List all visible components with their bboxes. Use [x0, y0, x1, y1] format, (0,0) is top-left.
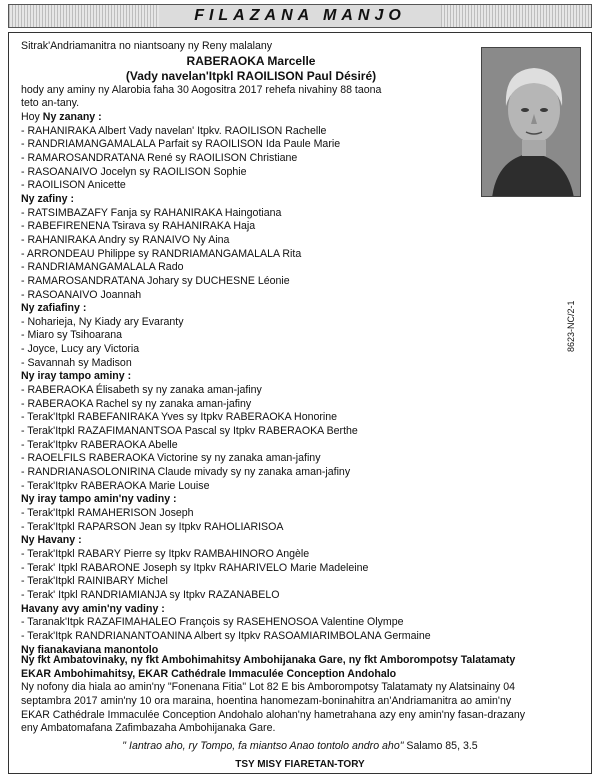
list-item: - RAMAROSANDRATANA Johary sy DUCHESNE Léonie [21, 274, 290, 287]
funeral-text-line: septambra 2017 amin'ny 10 ora maraina, hoentina hanomezam-boninahitra an'Andriamanitra ao amin'ny [21, 694, 512, 707]
list-item: - Terak' Itpkl RABARONE Joseph sy Itpkv RAHARIVELO Marie Madeleine [21, 561, 369, 574]
list-item: - RATSIMBAZAFY Fanja sy RAHANIRAKA Haingotiana [21, 206, 282, 219]
funeral-text-line: EKAR Cathédrale Immaculée Conception Andohalo alohan'ny hametrahana azy eny amin'ny fasan-drazany [21, 708, 526, 721]
closing-block [21, 654, 581, 736]
deceased-name: RABERAOKA Marcelle [186, 53, 316, 68]
list-item: - RAOELFILS RABERAOKA Victorine sy ny zanaka aman-jafiny [21, 452, 321, 465]
section-great-grandchildren-heading: Ny zafiafiny : [21, 302, 87, 315]
portrait-photo-image [482, 48, 581, 197]
list-item: - Noharieja, Ny Kiady ary Evaranty [21, 315, 184, 328]
bible-quote [0, 740, 600, 752]
death-notice-line: hody any aminy ny Alarobia faha 30 Aogositra 2017 rehefa nivahiny 88 taona [21, 83, 382, 96]
section-children-heading: Hoy Ny zanany : [21, 110, 102, 123]
intro-line: Sitrak'Andriamanitra no niantsoany ny Reny malalany [21, 40, 273, 52]
list-item: - Taranak'Itpk RAZAFIMAHALEO François sy RASEHENOSOA Valentine Olympe [21, 616, 404, 629]
notice-body [21, 40, 481, 657]
families-heading: Ny fianakaviana manontolo [21, 643, 159, 656]
churches-line: EKAR Ambohimahitsy, EKAR Cathédrale Immaculée Conception Andohalo [21, 667, 397, 680]
death-notice-line: teto an-tany. [21, 97, 80, 110]
list-item: - RABERAOKA Rachel sy ny zanaka aman-jafiny [21, 397, 252, 410]
section-spouse-siblings-heading: Ny iray tampo amin'ny vadiny : [21, 493, 177, 506]
list-item: - Terak' Itpkl RANDRIAMIANJA sy Itpkv RAZANABELO [21, 588, 280, 601]
list-item: - Terak'Itpk RANDRIANANTOANINA Albert sy Itpkv RASOAMIARIMBOLANA Germaine [21, 629, 431, 642]
list-item: - Terak'Itpkl RABEFANIRAKA Yves sy Itpkv RABERAOKA Honorine [21, 411, 338, 424]
section-grandchildren-heading: Ny zafiny : [21, 192, 74, 205]
list-item: - Terak'Itpkl RAZAFIMANANTSOA Pascal sy Itpkv RABERAOKA Berthe [21, 425, 358, 438]
funeral-text-line: eny Ambatomafana Zafimbazaha Ambohijanaka Gare. [21, 722, 276, 735]
list-item: - Miaro sy Tsihoarana [21, 329, 123, 342]
portrait-photo [481, 47, 581, 197]
list-item: - RAHANIRAKA Albert Vady navelan' Itpkv. RAOILISON Rachelle [21, 124, 327, 137]
section-siblings-heading: Ny iray tampo aminy : [21, 370, 132, 383]
header-banner [8, 4, 592, 28]
list-item: - Terak'Itpkl RABARY Pierre sy Itpkv RAMBAHINORO Angèle [21, 547, 310, 560]
banner-title: FILAZANA MANJO [194, 7, 406, 24]
list-item: - Terak'Itpkv RABERAOKA Abelle [21, 438, 178, 451]
deceased-spouse: (Vady navelan'Itpkl RAOILISON Paul Désiré) [125, 68, 377, 83]
list-item: - Joyce, Lucy ary Victoria [21, 343, 140, 356]
churches-line: Ny fkt Ambatovinaky, ny fkt Ambohimahitsy Ambohijanaka Gare, ny fkt Amborompotsy Talatamaty [21, 654, 516, 666]
list-item: - RANDRIANASOLONIRINA Claude mivady sy ny zanaka aman-jafiny [21, 466, 351, 479]
list-item: - RASOANAIVO Jocelyn sy RAOILISON Sophie [21, 165, 247, 178]
list-item: - RABERAOKA Élisabeth sy ny zanaka aman-jafiny [21, 384, 262, 397]
quote-reference: Salamo 85, 3.5 [403, 740, 478, 752]
banner-decoration-right [441, 5, 591, 27]
list-item: - Terak'Itpkv RABERAOKA Marie Louise [21, 479, 210, 492]
list-item: - RABEFIRENENA Tsirava sy RAHANIRAKA Haja [21, 220, 256, 233]
list-item: - Savannah sy Madison [21, 356, 132, 369]
list-item: - RAOILISON Anicette [21, 179, 126, 192]
list-item: - RAMAROSANDRATANA René sy RAOILISON Christiane [21, 151, 298, 164]
list-item: - Terak'Itpkl RAMAHERISON Joseph [21, 507, 194, 519]
closing-signature: TSY MISY FIARETAN-TORY [235, 759, 365, 770]
list-item: - RAHANIRAKA Andry sy RANAIVO Ny Aina [21, 233, 230, 246]
section-relatives-heading: Ny Havany : [21, 534, 82, 547]
funeral-text-line: Ny nofony dia hiala ao amin'ny "Fonenana Fitia" Lot 82 E bis Amborompotsy Talatamaty ny Alatsinainy 04 [21, 681, 515, 694]
quote-text: " Iantrao aho, ry Tompo, fa miantso Anao tontolo andro aho" [122, 740, 404, 752]
banner-decoration-left [9, 5, 159, 27]
list-item: - Terak'Itpkl RAPARSON Jean sy Itpkv RAHOLIARISOA [21, 520, 284, 533]
list-item: - Terak'Itpkl RAINIBARY Michel [21, 575, 168, 588]
list-item: - RANDRIAMANGAMALALA Parfait sy RAOILISON Ida Paule Marie [21, 138, 341, 151]
section-spouse-relatives-heading: Havany avy amin'ny vadiny : [21, 602, 165, 615]
list-item: - RASOANAIVO Joannah [21, 288, 142, 301]
list-item: - ARRONDEAU Philippe sy RANDRIAMANGAMALALA Rita [21, 247, 302, 260]
reference-code: 8623-NC/2-1 [566, 300, 576, 352]
list-item: - RANDRIAMANGAMALALA Rado [21, 261, 184, 274]
